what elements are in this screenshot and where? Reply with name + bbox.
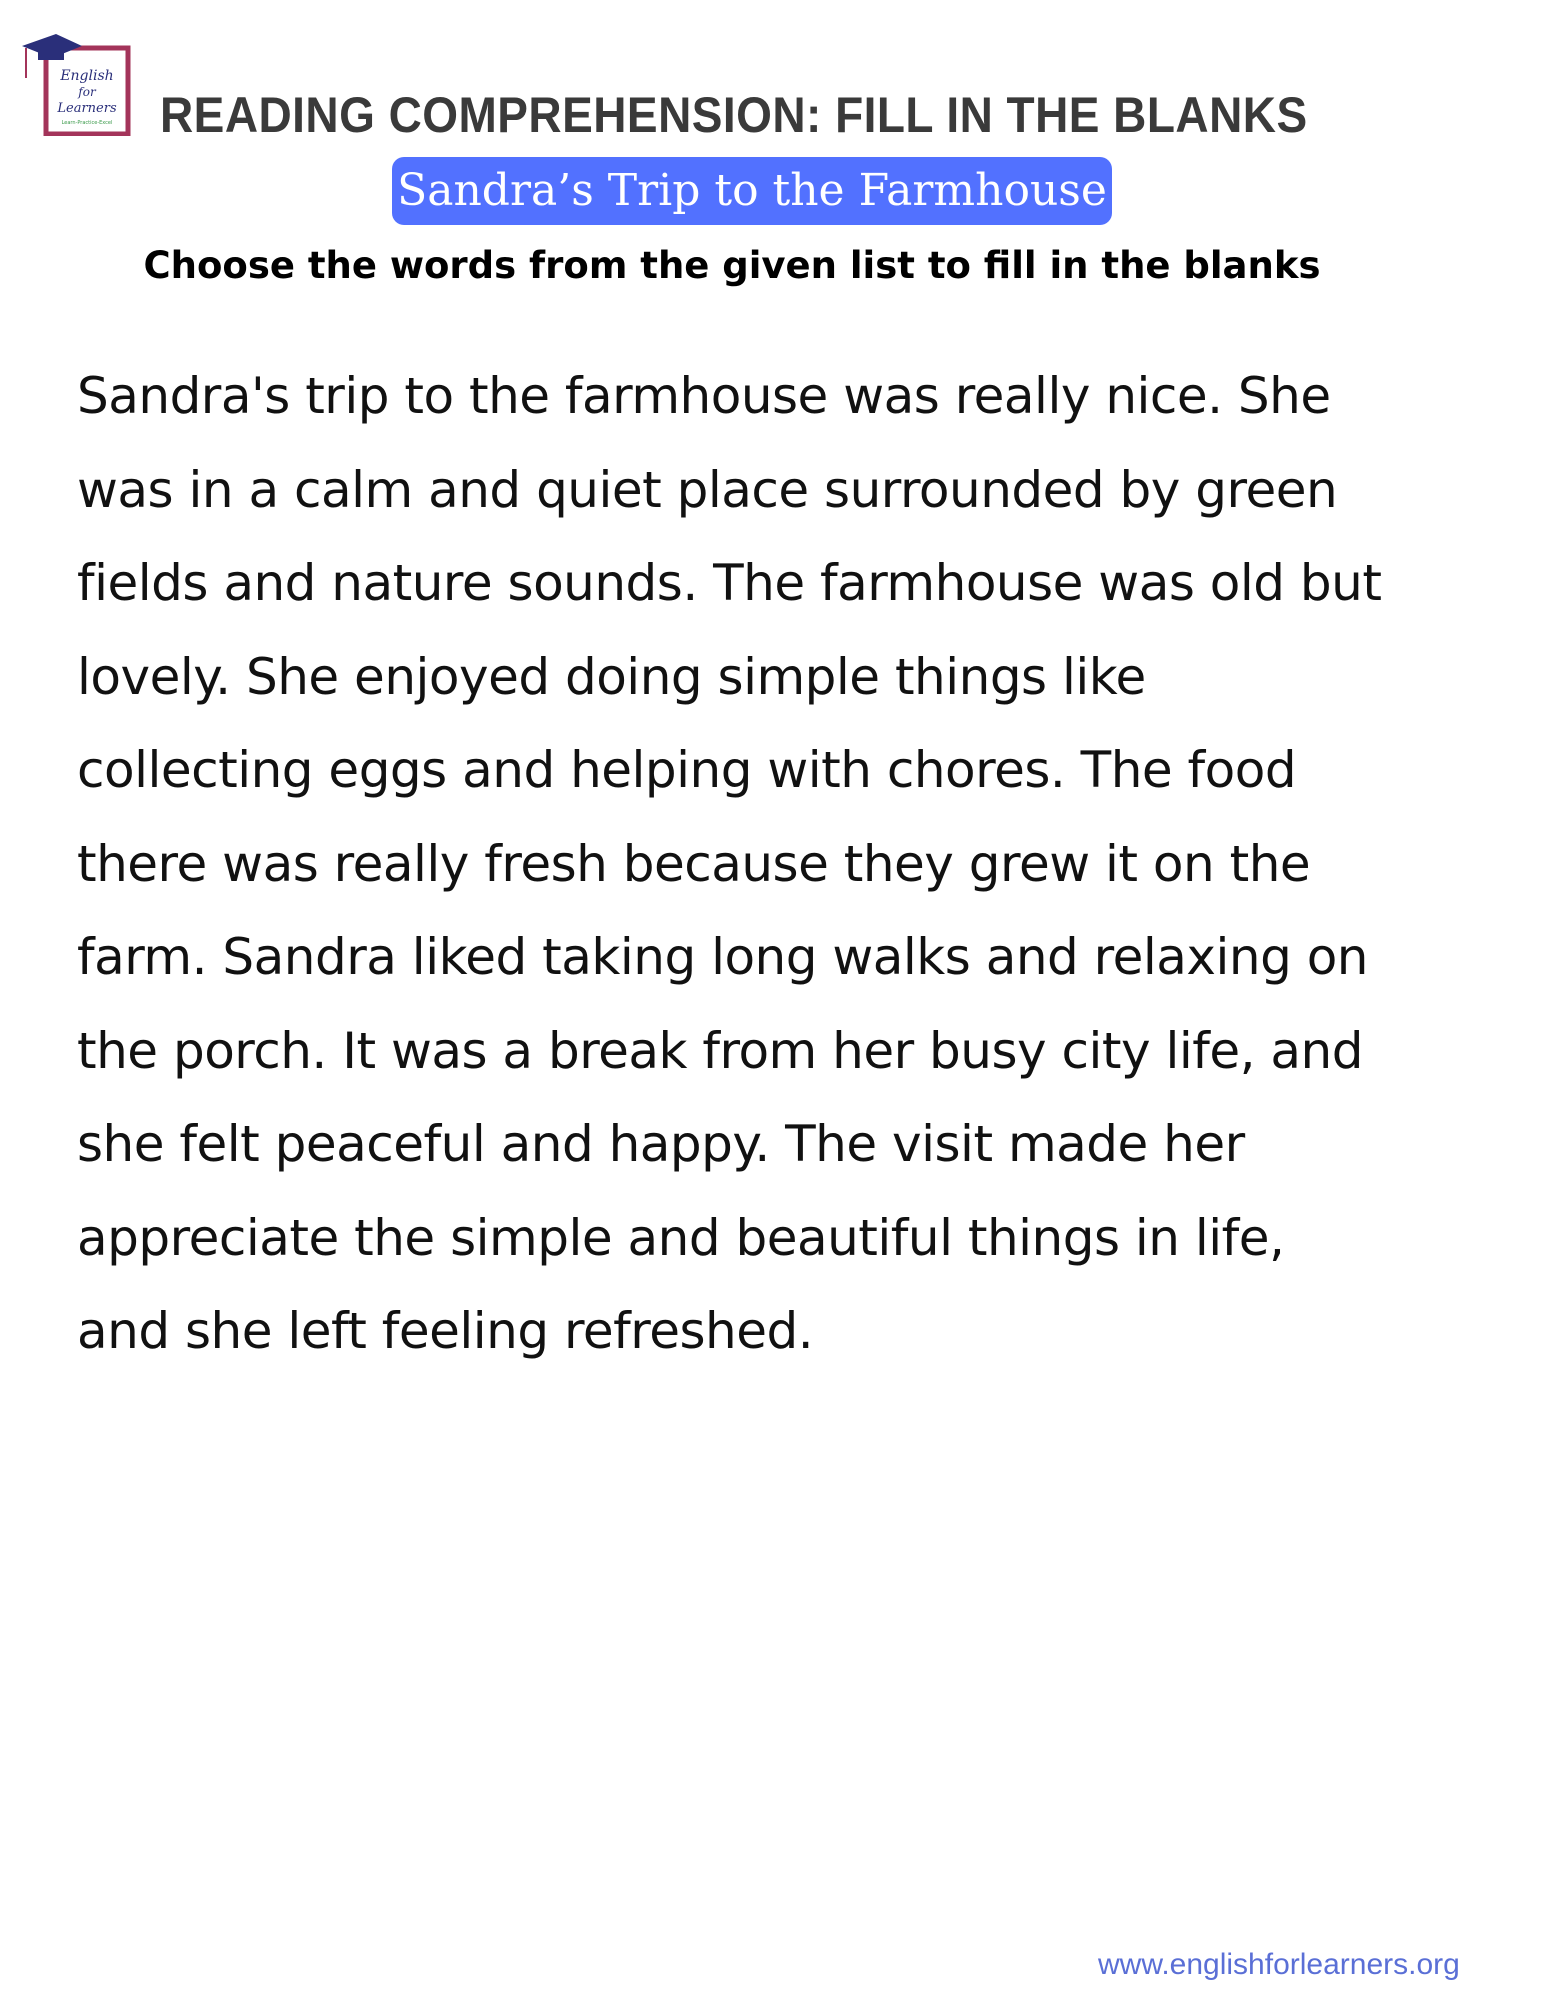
svg-text:for: for (78, 85, 96, 99)
passage-line: fields and nature sounds. The farmhouse was old but (77, 554, 1382, 612)
svg-text:Learn-Practice-Excel: Learn-Practice-Excel (61, 120, 113, 126)
logo (22, 34, 134, 136)
passage-line: lovely. She enjoyed doing simple things like (77, 647, 1146, 706)
passage-line: she felt peaceful and happy. The visit made her (77, 1115, 1245, 1173)
page-title: READING COMPREHENSION: FILL IN THE BLANKS (160, 87, 1308, 143)
passage-line: Sandra's trip to the farmhouse was really nice. She (77, 367, 1331, 425)
passage-line: appreciate the simple and beautiful things in life, (77, 1208, 1285, 1267)
passage-line: was in a calm and quiet place surrounded by green (77, 460, 1338, 519)
website-link[interactable]: www.englishforlearners.org (1098, 1948, 1460, 1981)
svg-text:English: English (60, 68, 114, 84)
instruction-text: Choose the words from the given list to fill in the blanks (143, 244, 1321, 287)
reading-passage (77, 350, 1497, 1379)
passage-line: and she left feeling refreshed. (77, 1302, 814, 1360)
svg-text:Learners: Learners (57, 101, 117, 116)
story-title-banner: Sandra’s Trip to the Farmhouse (392, 157, 1112, 225)
passage-line: there was really fresh because they grew it on the (77, 834, 1311, 893)
passage-line: collecting eggs and helping with chores. The food (77, 741, 1297, 799)
passage-line: the porch. It was a break from her busy city life, and (77, 1021, 1363, 1080)
passage-line: farm. Sandra liked taking long walks and relaxing on (77, 928, 1368, 986)
